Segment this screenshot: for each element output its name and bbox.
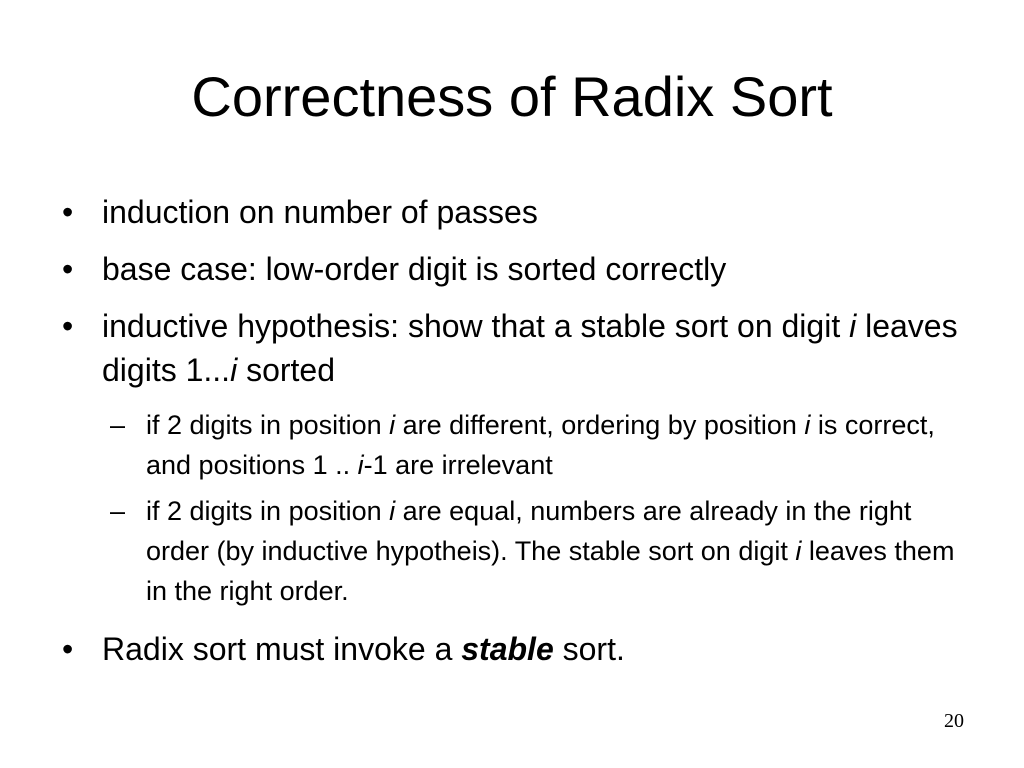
bullet-text-part: leaves digits 1... [102,308,958,388]
bullet-item-1 [60,190,980,234]
dash-marker: – [110,410,126,440]
subbullet-text-part: if 2 digits in position [146,410,390,440]
slide-body [60,190,980,684]
slide-title: Correctness of Radix Sort [191,65,833,128]
emphasis-stable: stable [461,631,554,667]
subbullet-text-part: is correct, and positions 1 .. [146,410,935,480]
bullet-marker: • [62,194,74,230]
italic-variable: i [357,450,364,480]
bullet-text [102,308,958,388]
bullet-text-part: sorted [237,352,335,388]
italic-variable: i [795,536,802,566]
subbullet-item-2 [60,491,980,611]
bullet-text: base case: low-order digit is sorted correctly [102,251,727,287]
italic-variable: i [804,410,811,440]
subbullet-text [146,496,954,606]
subbullet-text-part: are different, ordering by position [395,410,805,440]
italic-variable: i [230,352,238,388]
subbullet-text-part: -1 are irrelevant [363,450,553,480]
bullet-item-2 [60,247,980,291]
italic-variable: i [389,496,396,526]
subbullet-text-part: leaves them in the right order. [146,536,955,606]
italic-variable: i [849,308,857,344]
subbullet-text-part: if 2 digits in position [146,496,390,526]
bullet-item-3 [60,304,980,392]
bullet-text-part: Radix sort must invoke a [102,631,462,667]
bullet-marker: • [62,631,74,667]
bullet-text-part: sort. [553,631,625,667]
bullet-text-part: inductive hypothesis: show that a stable sort on digit [102,308,850,344]
bullet-item-4 [60,627,980,671]
bullet-marker: • [62,251,74,287]
subbullet-item-1 [60,405,980,485]
bullet-marker: • [62,308,74,344]
dash-marker: – [110,496,126,526]
italic-variable: i [389,410,396,440]
bullet-text [102,631,625,667]
bullet-text: induction on number of passes [102,194,538,230]
subbullet-text-part: are equal, numbers are already in the right order (by inductive hypotheis). The stable sort on digit [146,496,912,566]
subbullet-list [60,405,980,611]
page-number: 20 [944,710,964,732]
subbullet-text [146,410,935,480]
